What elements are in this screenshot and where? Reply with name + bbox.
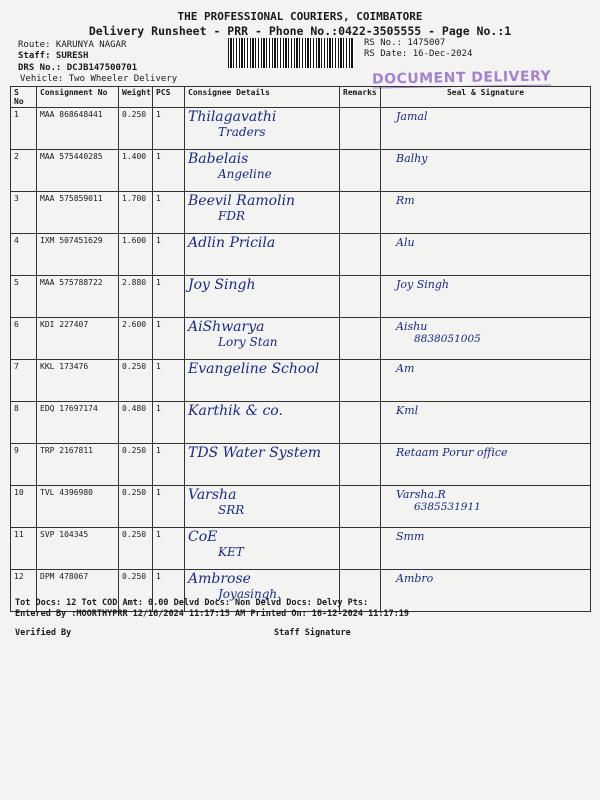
col-weight: Weight	[119, 87, 153, 108]
consignee-name: Evangeline School	[188, 361, 320, 377]
row-weight: 0.250	[119, 360, 153, 402]
signature: Joy Singh	[396, 278, 450, 291]
col-pcs: PCS	[153, 87, 185, 108]
entered-by-line: Entered By :MOORTHYPRR 12/16/2024 11:17:15 AM Printed On: 16-12-2024 11:17:19	[15, 609, 410, 619]
row-pcs: 1	[153, 444, 185, 486]
staff-label: Staff: SURESH	[18, 51, 89, 61]
row-pcs: 1	[153, 318, 185, 360]
row-remarks	[340, 276, 381, 318]
row-pcs: 1	[153, 402, 185, 444]
signature: Alu	[396, 236, 415, 249]
row-consignee	[185, 318, 340, 360]
table-header-row	[11, 87, 591, 108]
row-weight: 2.880	[119, 276, 153, 318]
row-consignee	[185, 234, 340, 276]
row-sno: 6	[11, 318, 37, 360]
row-sno: 10	[11, 486, 37, 528]
row-consignee	[185, 402, 340, 444]
row-signature	[381, 318, 591, 360]
consignee-name: Babelais	[188, 151, 249, 167]
col-sno: S No	[11, 87, 37, 108]
row-consignment: KKL 173476	[37, 360, 119, 402]
row-weight: 0.250	[119, 528, 153, 570]
row-weight: 0.250	[119, 444, 153, 486]
staff-signature-label: Staff Signature	[274, 628, 351, 638]
vehicle-label: Vehicle: Two Wheeler Delivery	[20, 74, 178, 84]
signature: Ambro	[396, 572, 434, 585]
row-consignee	[185, 444, 340, 486]
row-consignee	[185, 528, 340, 570]
rs-date: RS Date: 16-Dec-2024	[364, 49, 473, 59]
row-consignment: SVP 104345	[37, 528, 119, 570]
row-signature	[381, 444, 591, 486]
consignee-line2: Angeline	[218, 167, 272, 181]
row-signature	[381, 150, 591, 192]
consignee-line2: Lory Stan	[218, 335, 278, 349]
row-remarks	[340, 192, 381, 234]
table-row	[11, 276, 591, 318]
row-sno: 3	[11, 192, 37, 234]
table-row	[11, 528, 591, 570]
row-remarks	[340, 318, 381, 360]
consignee-name: AiShwarya	[188, 319, 265, 335]
table-row	[11, 444, 591, 486]
row-sno: 8	[11, 402, 37, 444]
row-sno: 11	[11, 528, 37, 570]
row-pcs: 1	[153, 486, 185, 528]
totals-line: Tot Docs: 12 Tot COD Amt: 0.00 Delvd Docs: Non Delvd Docs: Delvy Pts:	[15, 598, 369, 608]
row-pcs: 1	[153, 108, 185, 150]
col-signature: Seal & Signature	[381, 87, 591, 108]
document-delivery-stamp: DOCUMENT DELIVERY	[371, 68, 552, 88]
signature: Am	[396, 362, 415, 375]
row-consignee	[185, 150, 340, 192]
row-signature	[381, 402, 591, 444]
col-remarks: Remarks	[340, 87, 381, 108]
signature-note: 6385531911	[414, 501, 481, 513]
row-sno: 9	[11, 444, 37, 486]
row-remarks	[340, 528, 381, 570]
row-sno: 4	[11, 234, 37, 276]
consignee-line2: Joyasingh.	[218, 587, 281, 601]
row-sno: 5	[11, 276, 37, 318]
row-consignee	[185, 108, 340, 150]
row-consignment: IXM 507451629	[37, 234, 119, 276]
row-consignment: KDI 227407	[37, 318, 119, 360]
signature: Balhy	[396, 152, 428, 165]
row-weight: 1.600	[119, 234, 153, 276]
table-row	[11, 150, 591, 192]
row-weight: 0.480	[119, 402, 153, 444]
verified-by-label: Verified By	[15, 628, 72, 638]
consignee-line2: SRR	[218, 503, 245, 517]
row-consignment: MAA 575788722	[37, 276, 119, 318]
row-signature	[381, 528, 591, 570]
row-consignment: MAA 575440285	[37, 150, 119, 192]
row-weight: 1.700	[119, 192, 153, 234]
row-remarks	[340, 108, 381, 150]
col-consignment: Consignment No	[37, 87, 119, 108]
route-label: Route: KARUNYA NAGAR	[18, 40, 127, 50]
row-signature	[381, 234, 591, 276]
row-remarks	[340, 360, 381, 402]
table-row	[11, 192, 591, 234]
row-consignment: EDQ 17697174	[37, 402, 119, 444]
consignee-name: CoE	[188, 529, 218, 545]
col-consignee: Consignee Details	[185, 87, 340, 108]
row-consignee	[185, 486, 340, 528]
drs-number: DRS No.: DCJB147500701	[18, 63, 138, 73]
row-weight: 2.600	[119, 318, 153, 360]
signature: Aishu	[396, 320, 428, 333]
row-sno: 7	[11, 360, 37, 402]
row-remarks	[340, 486, 381, 528]
company-title: THE PROFESSIONAL COURIERS, COIMBATORE	[177, 10, 423, 23]
rs-number: RS No.: 1475007	[364, 38, 446, 48]
row-consignment: DPM 478067	[37, 570, 119, 612]
row-pcs: 1	[153, 192, 185, 234]
table-row	[11, 234, 591, 276]
row-pcs: 1	[153, 276, 185, 318]
row-weight: 0.250	[119, 570, 153, 612]
row-pcs: 1	[153, 570, 185, 612]
signature: Rm	[396, 194, 415, 207]
consignee-name: Ambrose	[188, 571, 251, 587]
consignee-name: Joy Singh	[188, 277, 256, 293]
row-signature	[381, 360, 591, 402]
signature: Varsha.R	[396, 488, 446, 501]
consignee-name: Varsha	[188, 487, 237, 503]
row-consignment: TVL 4396980	[37, 486, 119, 528]
consignee-name: Thilagavathi	[188, 109, 277, 125]
consignee-line2: Traders	[218, 125, 266, 139]
barcode	[228, 38, 354, 68]
row-signature	[381, 192, 591, 234]
row-sno: 1	[11, 108, 37, 150]
row-pcs: 1	[153, 528, 185, 570]
row-consignment: MAA 868648441	[37, 108, 119, 150]
row-consignee	[185, 276, 340, 318]
row-consignee	[185, 360, 340, 402]
consignee-line2: FDR	[218, 209, 245, 223]
signature: Retaam Porur office	[396, 446, 508, 459]
consignee-name: TDS Water System	[188, 445, 322, 461]
row-sno: 12	[11, 570, 37, 612]
row-weight: 1.400	[119, 150, 153, 192]
row-sno: 2	[11, 150, 37, 192]
signature-note: 8838051005	[414, 333, 481, 345]
row-consignment: MAA 575859011	[37, 192, 119, 234]
runsheet-title: Delivery Runsheet - PRR - Phone No.:0422-3505555 - Page No.:1	[88, 24, 512, 38]
row-consignee	[185, 192, 340, 234]
table-row	[11, 318, 591, 360]
signature: Smm	[396, 530, 425, 543]
consignee-name: Beevil Ramolin	[188, 193, 296, 209]
consignee-name: Adlin Pricila	[188, 235, 276, 251]
row-pcs: 1	[153, 234, 185, 276]
row-remarks	[340, 150, 381, 192]
row-remarks	[340, 444, 381, 486]
row-weight: 0.250	[119, 486, 153, 528]
row-signature	[381, 570, 591, 612]
table-row	[11, 360, 591, 402]
row-consignment: TRP 2167811	[37, 444, 119, 486]
table-row	[11, 108, 591, 150]
row-weight: 0.250	[119, 108, 153, 150]
consignee-name: Karthik & co.	[188, 403, 283, 419]
row-signature	[381, 108, 591, 150]
row-remarks	[340, 402, 381, 444]
table-row	[11, 486, 591, 528]
row-remarks	[340, 234, 381, 276]
row-pcs: 1	[153, 360, 185, 402]
consignee-line2: KET	[218, 545, 244, 559]
signature: Kml	[396, 404, 419, 417]
row-signature	[381, 276, 591, 318]
signature: Jamal	[396, 110, 428, 123]
delivery-table	[10, 86, 591, 612]
row-pcs: 1	[153, 150, 185, 192]
row-signature	[381, 486, 591, 528]
table-row	[11, 402, 591, 444]
